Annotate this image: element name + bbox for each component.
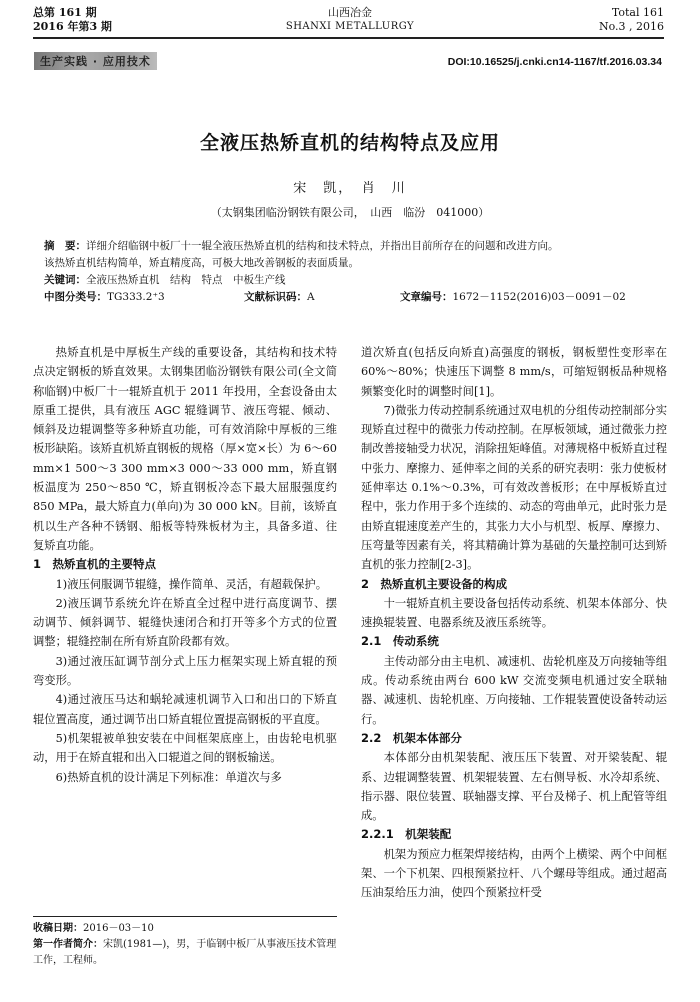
received-label: 收稿日期： <box>33 923 83 934</box>
abstract-line-1 <box>44 238 664 255</box>
keywords-label: 关键词： <box>44 274 86 286</box>
page-title: 全液压热矫直机的结构特点及应用 <box>199 132 500 154</box>
affiliation: （太钢集团临汾钢铁有限公司， 山西 临汾 041000） <box>210 206 490 219</box>
clc-label: 中图分类号： <box>44 291 107 303</box>
abstract-text-2: 该热矫直机结构简单，矫直精度高，可极大地改善钢板的表面质量。 <box>44 257 359 269</box>
author-bio-label: 第一作者简介： <box>33 939 103 950</box>
received-line <box>33 921 337 937</box>
feature-item-2: 2)液压调节系统允许在矫直全过程中进行高度调节、摆动调节、倾斜调节、辊缝快速闭合和打开等多个方式的位置调整；辊缝控制在所有矫直阶段都有效。 <box>33 596 337 649</box>
abstract-block <box>44 238 664 306</box>
left-column <box>33 343 337 787</box>
section-heading-2: 2 热矫直机主要设备的构成 <box>361 576 508 591</box>
abstract-text-1: 详细介绍临钢中板厂十一辊全液压热矫直机的结构和技术特点，并指出目前所存在的问题和改进方向。 <box>86 240 559 252</box>
section-tag: 生产实践 · 应用技术 <box>34 52 157 70</box>
section-heading-1: 1 热矫直机的主要特点 <box>33 557 157 572</box>
section-heading-2-1: 2.1 传动系统 <box>361 634 439 649</box>
journal-name-cn: 山西冶金 <box>328 6 372 19</box>
right-column <box>361 343 667 903</box>
frame-assembly-paragraph: 机架为预应力框架焊接结构，由两个上横梁、两个中间框架、一个下机架、四根预紧拉杆、八个螺母等组成。通过超高压油泵给压力油，使四个预紧拉杆受 <box>361 847 667 900</box>
journal-total-en: Total 161 <box>611 6 664 19</box>
journal-issue-year: 2016 年第3 期 <box>33 20 112 33</box>
drive-system-paragraph: 主传动部分由主电机、减速机、齿轮机座及万向接轴等组成。传动系统由两台 600 kW 交流变频电机通过安全联轴器、减速机、齿轮机座、万向接轴、工作辊装置使设备转动运行。 <box>361 654 667 726</box>
footnote <box>33 921 337 969</box>
frame-body-paragraph: 本体部分由机架装配、液压压下装置、对开梁装配、辊系、边辊调整装置、机架辊装置、左右侧导板、水冷却系统、指示器、限位装置、联轴器支撑、平台及梯子、机上配管等组成。 <box>361 751 667 823</box>
clc-field <box>44 289 165 306</box>
keywords: 全液压热矫直机 结构 特点 中板生产线 <box>86 274 286 286</box>
doc-code-value: A <box>307 291 315 303</box>
authors: 宋 凯， 肖 川 <box>293 181 407 196</box>
clc-value: TG333.2⁺3 <box>107 291 165 303</box>
equipment-overview: 十一辊矫直机主要设备包括传动系统、机架本体部分、快速换辊装置、电器系统及液压系统等。 <box>361 596 667 630</box>
author-bio: 宋凯(1981—)，男，于临钢中板厂从事液压技术管理工作，工程师。 <box>33 939 337 966</box>
article-no-field <box>400 289 626 306</box>
journal-name-en: SHANXI METALLURGY <box>285 21 415 32</box>
feature-item-5: 5)机架辊被单独安装在中间框架底座上，由齿轮电机驱动，用于在矫直辊和出入口辊道之间的钢板输送。 <box>33 731 337 765</box>
journal-issue-en: No.3 , 2016 <box>598 20 664 33</box>
section-heading-2-2: 2.2 机架本体部分 <box>361 730 462 745</box>
feature-item-1: 1)液压伺服调节辊缝，操作简单、灵活，有超载保护。 <box>55 577 328 591</box>
feature-item-3: 3)通过液压缸调节剖分式上压力框架实现上矫直辊的预弯变形。 <box>33 654 337 688</box>
header-rule <box>33 37 664 39</box>
keywords-line <box>44 272 664 289</box>
feature-item-7: 7)微张力传动控制系统通过双电机的分组传动控制部分实现矫直过程中的微张力传动控制。在厚板领域，通过微张力控制改善接轴受力状况，消除扭矩峰值。对薄规格中板矫直过程中张力、摩擦力、延伸率之间的关系的研究表明：张力使板材延伸率达 0.1%～0.3%，可有效改善板形；在中厚板矫直过程中，张力作用于多个连续的、动态的弯曲单元，此时张力是由矫直辊速度差产生的，其张力大小与机型、板厚、摩擦力、压弯量等因素有关，将其精确计算为基础的矢量控制可达到矫直机的张力控制[2-3]。 <box>361 403 667 572</box>
feature-item-4: 4)通过液压马达和蜗轮减速机调节入口和出口的下矫直辊位置高度，通过调节出口矫直辊位置提高钢板的平直度。 <box>33 693 337 726</box>
section-heading-2-2-1: 2.2.1 机架装配 <box>361 827 452 842</box>
doc-code-field <box>244 289 315 306</box>
author-bio-line <box>33 937 337 969</box>
intro-paragraph: 热矫直机是中厚板生产线的重要设备，其结构和技术特点决定钢板的矫直效果。太钢集团临汾钢铁有限公司(全文简称临钢)中板厂十一辊矫直机于 2011 年投用，全套设备由太原重工提供，具有液压 AGC 辊缝调节、液压弯辊、倾动、倾斜及边辊调整等多种矫直功能，可有效消除中厚板的三维板形缺陷。该矫直机矫直钢板的规格（厚×宽×长）为 6～60 mm×1 500～3 300 mm×3 000～33 000 mm，矫直钢板温度为 250～850 ℃，矫直钢板冷态下最大屈服强度约 850 MPa，最大矫直力(单向)为 30 000 kN。目前，该矫直机以生产各种不锈钢、船板等特殊板材为主，具备多道、往复矫直功能。 <box>33 346 337 552</box>
article-no-label: 文章编号： <box>400 291 453 303</box>
journal-issue-total: 总第 161 期 <box>33 6 97 19</box>
article-no-value: 1672－1152(2016)03－0091－02 <box>452 291 626 303</box>
doi: DOI:10.16525/j.cnki.cn14-1167/tf.2016.03.34 <box>447 56 662 68</box>
received-date: 2016－03－10 <box>83 923 154 934</box>
footnote-rule <box>33 916 337 917</box>
doc-code-label: 文献标识码： <box>244 291 307 303</box>
classification-line <box>44 289 664 306</box>
abstract-label: 摘 要： <box>44 240 86 252</box>
feature-item-6: 6)热矫直机的设计满足下列标准：单道次与多 <box>55 770 282 784</box>
feature-item-6-continued: 道次矫直(包括反向矫直)高强度的钢板，钢板塑性变形率在 60%～80%；快速压下调整 8 mm/s，可缩短钢板品种规格频繁变化时的调整时间[1]。 <box>361 346 667 398</box>
